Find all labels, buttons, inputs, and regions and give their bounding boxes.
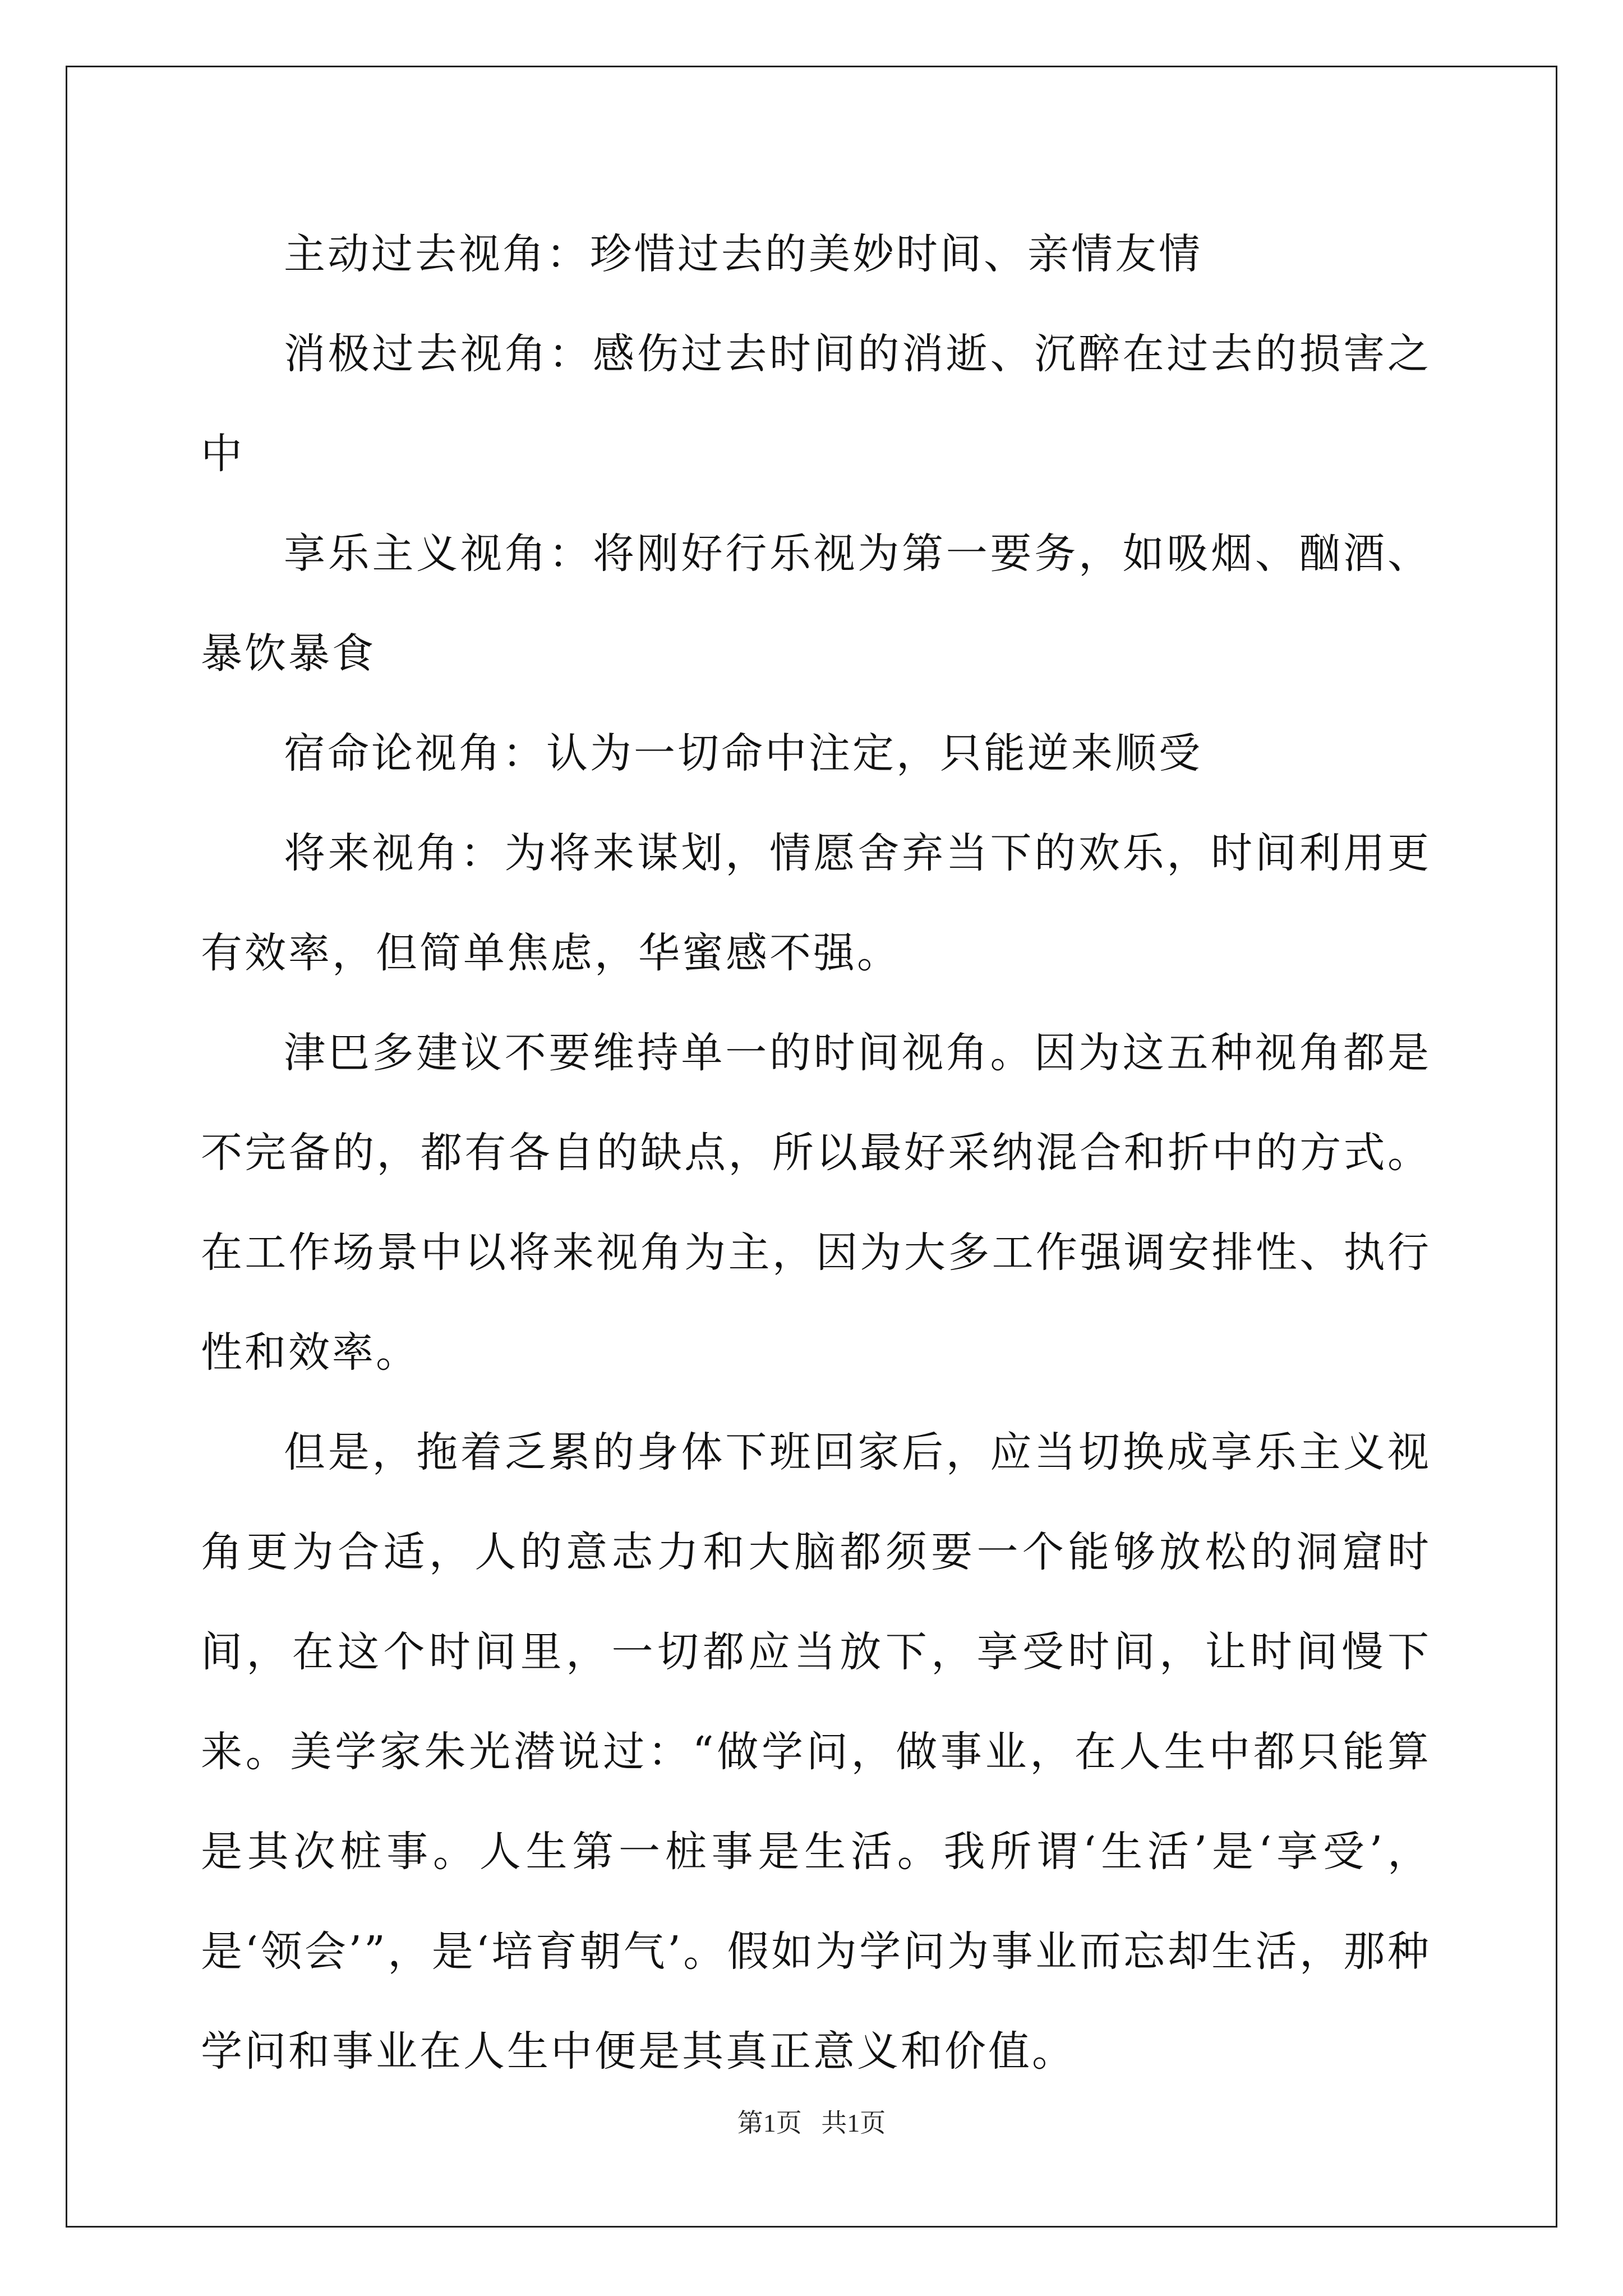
document-body	[201, 204, 1431, 2101]
paragraph-negative-past: 消极过去视角：感伤过去时间的消逝、沉醉在过去的损害之中	[201, 330, 1431, 478]
page-footer	[0, 2102, 1623, 2139]
page-total: 共1页	[821, 2109, 886, 2137]
paragraph-fatalism: 宿命论视角：认为一切命中注定，只能逆来顺受	[284, 729, 1202, 777]
paragraph-hedonism: 享乐主义视角：将刚好行乐视为第一要务，如吸烟、酗酒、暴饮暴食	[201, 530, 1431, 678]
paragraph-after-work: 但是，拖着乏累的身体下班回家后，应当切换成享乐主义视角更为合适，人的意志力和大脑都须要一个能够放松的洞窟时间，在这个时间里，一切都应当放下，享受时间，让时间慢下来。美学家朱光潜说过：“做学问，做事业，在人生中都只能算是其次桩事。人生第一桩事是生活。我所谓‘生活’是‘享受’，是‘领会’”，是‘培育朝气’。假如为学问为事业而忘却生活，那种学问和事业在人生中便是其真正意义和价值。	[201, 1428, 1431, 2076]
page-number: 第1页	[737, 2109, 802, 2137]
paragraph-future: 将来视角：为将来谋划，情愿舍弃当下的欢乐，时间利用更有效率，但简单焦虑，华蜜感不强。	[201, 829, 1431, 977]
paragraph-positive-past: 主动过去视角：珍惜过去的美妙时间、亲情友情	[284, 230, 1202, 278]
paragraph-zimbardo-advice: 津巴多建议不要维持单一的时间视角。因为这五种视角都是不完备的，都有各自的缺点，所以最好采纳混合和折中的方式。在工作场景中以将来视角为主，因为大多工作强调安排性、执行性和效率。	[201, 1029, 1431, 1377]
